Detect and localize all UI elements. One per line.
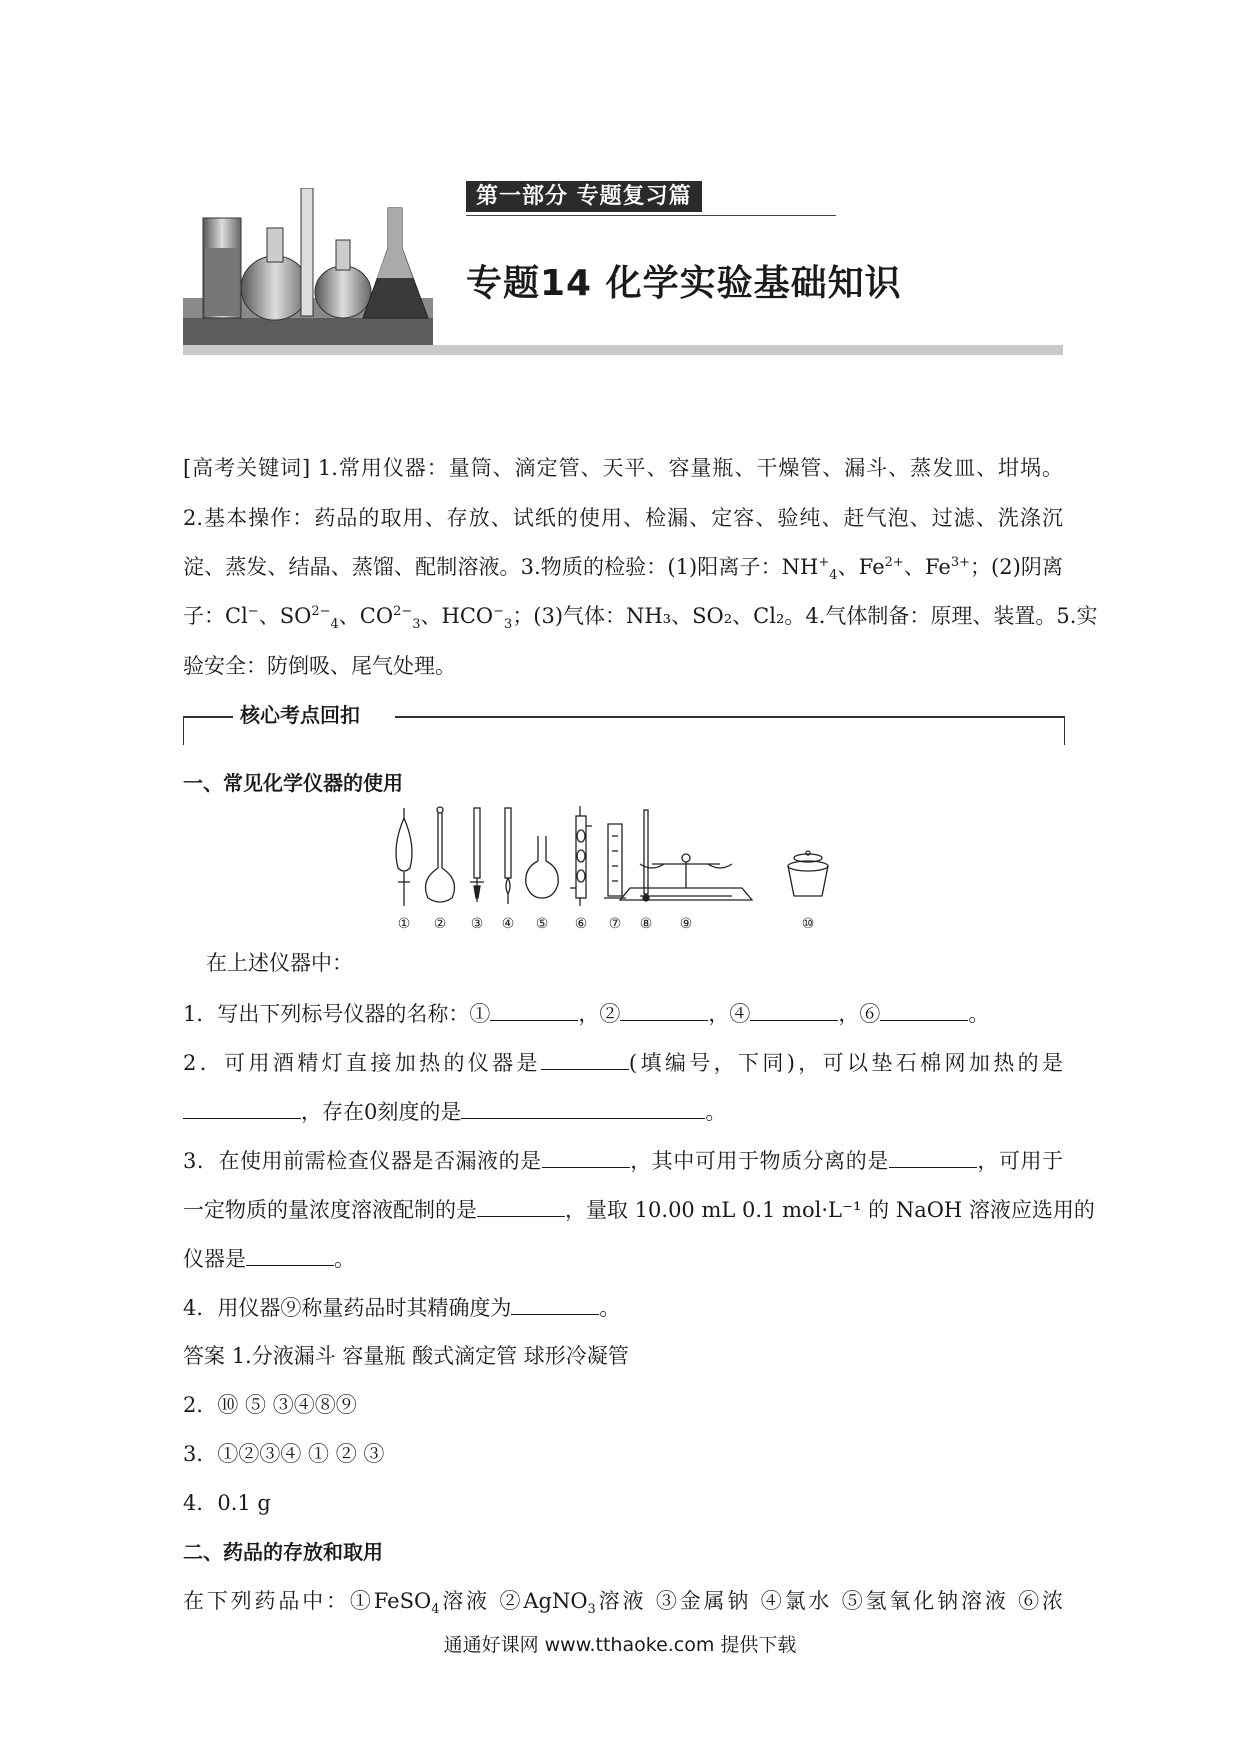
header-bar [183,345,1063,355]
apparatus-number: ③ [470,916,484,932]
answer-2: 2．⑩ ⑤ ③④⑧⑨ [183,1393,357,1417]
question-3-line-2: 一定物质的量浓度溶液配制的是 ，量取 10.00 mL 0.1 mol·L⁻¹ 的 NaOH 溶液应选用的 [183,1198,1095,1222]
apparatus-figure [390,806,860,936]
round-flask-icon [526,836,559,898]
keywords-line-3: 淀、蒸发、结晶、蒸馏、配制溶液。3.物质的检验：(1)阳离子：$NH^+_4$、$Fe^{2+}$、$Fe^{3+}$；(2)阴离 [183,555,1063,584]
question-1: 1．写出下列标号仪器的名称：① ，② ，④ ，⑥ 。 [183,1002,990,1026]
answer-blank [511,1294,599,1315]
question-3: 3．在使用前需检查仪器是否漏液的是 ，其中可用于物质分离的是 ，可用于 [183,1149,1064,1173]
separatory-funnel-icon [396,808,412,906]
answer-label: 答案 [183,1344,225,1368]
keywords-tag: [高考关键词] [183,456,311,480]
answer-blank [490,1000,578,1021]
keywords-line-1 [183,455,1063,482]
answer-blank [889,1147,977,1168]
answer-3: 3．①②③④ ① ② ③ [183,1442,385,1466]
frame-line [183,716,233,718]
apparatus-number: ⑧ [639,916,653,932]
section2-line-1: 在下列药品中：①FeSO$_4$溶液 ②AgNO$_3$溶液 ③金属钠 ④氯水 ⑤氢氧化钠溶液 ⑥浓 [183,1589,1064,1618]
answer-blank [477,1196,565,1217]
frame-line [395,716,1064,718]
keywords-line-4: 子：Cl−、$SO^{2-}_4$、$CO^{2-}_3$、$HCO^-_3$；(3)气体：NH₃、SO₂、Cl₂。4.气体制备：原理、装置。5.实 [183,604,1098,633]
answer-blank [620,1000,708,1021]
bulb-condenser-icon [570,806,592,906]
apparatus-number: ⑩ [801,916,815,932]
chapter-title: 专题14 化学实验基础知识 [466,263,902,304]
apparatus-number: ① [397,916,411,932]
apparatus-number: ② [433,916,447,932]
answer-blank [461,1098,705,1119]
part-label: 第一部分 专题复习篇 [466,181,702,212]
glassware-banner-image [183,188,433,354]
answer-1: 答案 1.分液漏斗 容量瓶 酸式滴定管 球形冷凝管 [183,1344,629,1368]
section2-heading: 二、药品的存放和取用 [183,1540,383,1564]
divider [466,215,836,216]
volumetric-flask-icon [426,807,455,902]
answer-blank [541,1049,629,1070]
acid-burette-icon [470,808,484,902]
keywords-line-2: 2.基本操作：药品的取用、存放、试纸的使用、检漏、定容、验纯、赶气泡、过滤、洗涤沉 [183,506,1063,530]
section1-heading: 一、常见化学仪器的使用 [183,771,403,795]
answer-blank [183,1098,301,1119]
section1-intro: 在上述仪器中： [206,951,353,975]
question-4: 4．用仪器⑨称量药品时其精确度为 。 [183,1296,621,1320]
answer-4: 4．0.1 g [183,1491,271,1515]
question-3-line-3: 仪器是 。 [183,1247,355,1271]
answer-blank [542,1147,630,1168]
answer-blank [880,1000,968,1021]
graduated-cylinder-icon [604,824,626,898]
keywords-line-5: 验安全：防倒吸、尾气处理。 [183,654,456,678]
apparatus-number: ⑥ [574,916,588,932]
core-section-title: 核心考点回扣 [240,703,360,727]
question-2-line-2: ，存在0刻度的是 。 [183,1098,1063,1126]
keywords-text: 1.常用仪器：量筒、滴定管、天平、容量瓶、干燥管、漏斗、蒸发皿、坩埚。 [317,456,1063,480]
balance-icon [620,854,752,900]
apparatus-number: ⑦ [608,916,622,932]
question-2: 2．可用酒精灯直接加热的仪器是 (填编号，下同)，可以垫石棉网加热的是 [183,1051,1063,1075]
crucible-icon [788,851,828,896]
base-burette-icon [505,808,511,904]
answer-blank [750,1000,838,1021]
footer-text: 通通好课网 www.tthaoke.com 提供下载 [443,1634,797,1656]
apparatus-number: ⑨ [679,916,693,932]
apparatus-number: ④ [501,916,515,932]
apparatus-number: ⑤ [535,916,549,932]
answer-blank [246,1245,334,1266]
thermometer-icon [643,810,649,901]
